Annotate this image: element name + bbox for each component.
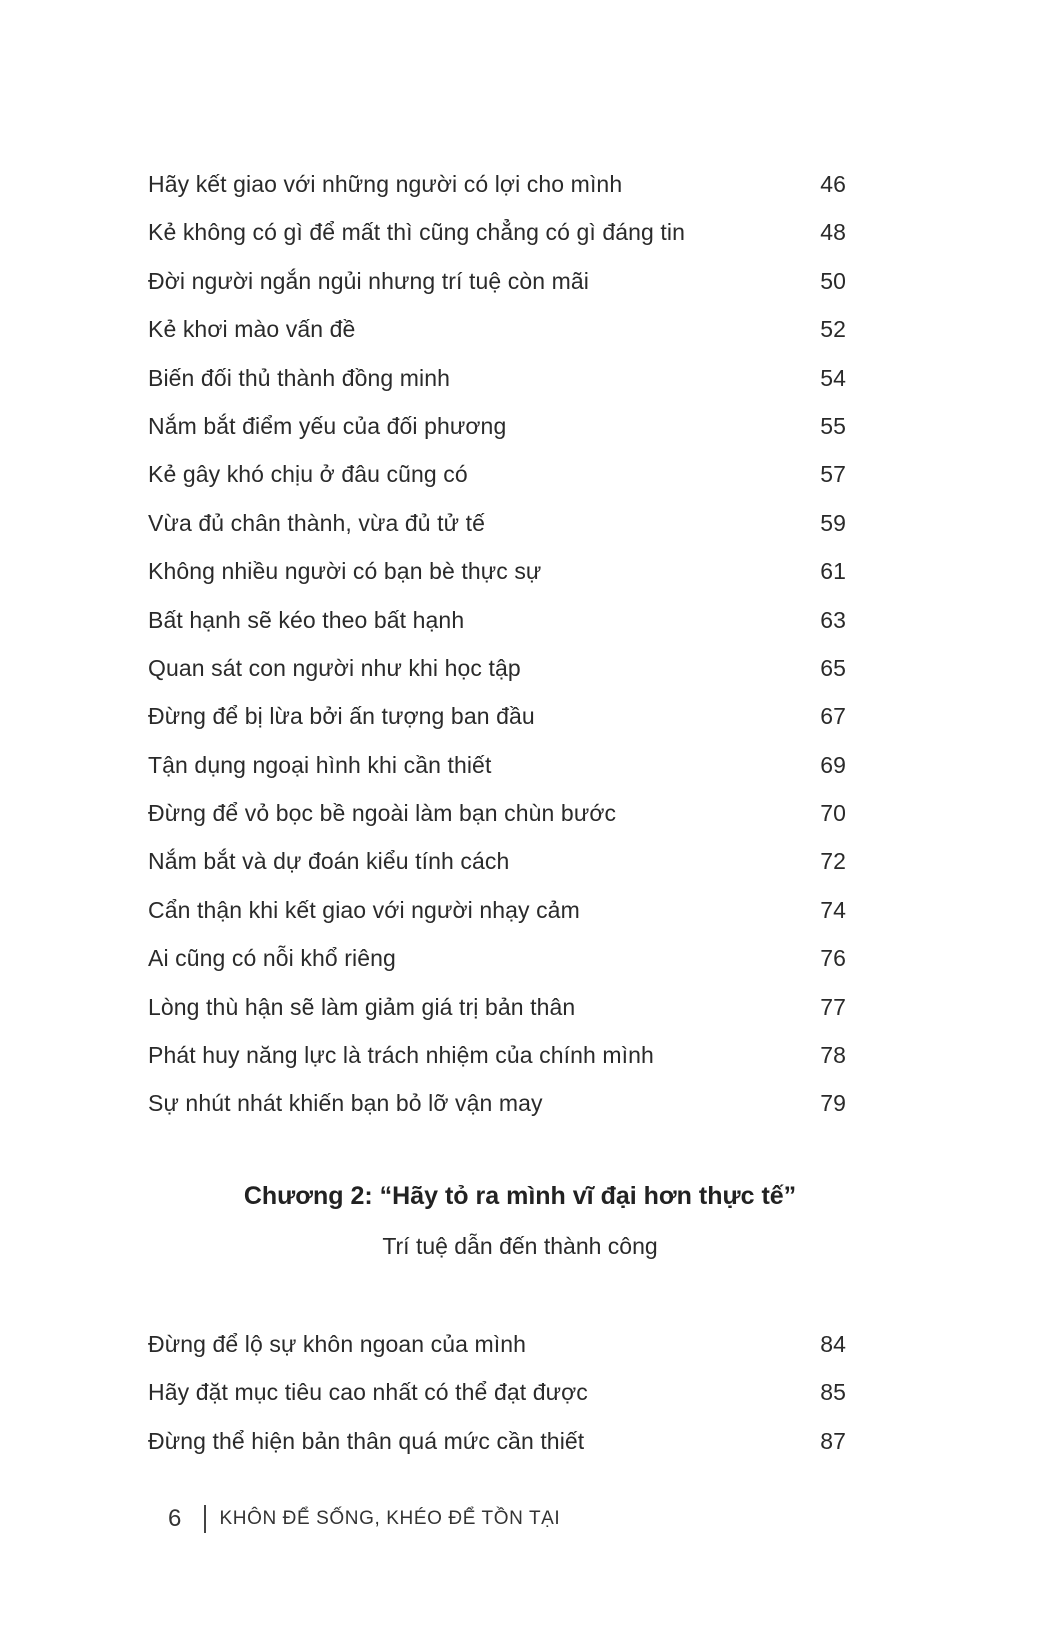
- toc-entry: [148, 499, 846, 547]
- chapter-heading: [0, 1176, 1040, 1264]
- toc-entry-title: Cẩn thận khi kết giao với người nhạy cảm: [148, 896, 580, 923]
- toc-entry: [148, 208, 846, 256]
- toc-entry-page-number: 65: [820, 654, 846, 681]
- toc-entry-page-number: 84: [820, 1331, 846, 1357]
- toc-entry-title: Sự nhút nhát khiến bạn bỏ lỡ vận may: [148, 1090, 543, 1117]
- toc-entry-title: Bất hạnh sẽ kéo theo bất hạnh: [148, 606, 465, 633]
- toc-entry: [148, 741, 846, 789]
- toc-entry-title: Phát huy năng lực là trách nhiệm của chính mình: [148, 1042, 654, 1069]
- toc-entry-page-number: 48: [820, 219, 846, 246]
- page-number: 6: [168, 1505, 182, 1532]
- toc-entry: [148, 160, 846, 208]
- chapter-subtitle: Trí tuệ dẫn đến thành công: [382, 1233, 658, 1259]
- toc-entry-title: Đừng thể hiện bản thân quá mức cần thiết: [148, 1427, 585, 1454]
- toc-entry-page-number: 69: [820, 751, 846, 778]
- toc-list-section-1: [148, 160, 846, 1128]
- toc-entry: [148, 983, 846, 1031]
- toc-entry-page-number: 52: [820, 316, 846, 343]
- toc-entry-title: Kẻ gây khó chịu ở đâu cũng có: [148, 461, 468, 488]
- chapter-title: Chương 2: “Hãy tỏ ra mình vĩ đại hơn thực tế”: [243, 1182, 797, 1210]
- toc-entry-title: Đời người ngắn ngủi nhưng trí tuệ còn mãi: [148, 267, 589, 294]
- toc-entry-title: Biến đối thủ thành đồng minh: [148, 364, 451, 391]
- toc-entry-page-number: 54: [820, 364, 846, 391]
- toc-entry: [148, 402, 846, 450]
- toc-entry-page-number: 70: [820, 800, 846, 827]
- toc-entry: [148, 354, 846, 402]
- footer-divider: [204, 1505, 206, 1533]
- toc-entry: [148, 305, 846, 353]
- toc-entry-title: Tận dụng ngoại hình khi cần thiết: [148, 751, 492, 778]
- toc-entry: [148, 1417, 846, 1465]
- toc-entry: [148, 257, 846, 305]
- toc-entry-title: Đừng để vỏ bọc bề ngoài làm bạn chùn bước: [148, 800, 617, 827]
- toc-entry: [148, 692, 846, 740]
- toc-entry-title: Vừa đủ chân thành, vừa đủ tử tế: [148, 509, 486, 536]
- toc-entry-page-number: 57: [820, 461, 846, 488]
- toc-entry-title: Nắm bắt điểm yếu của đối phương: [148, 412, 507, 439]
- toc-entry: [148, 934, 846, 982]
- toc-entry-page-number: 46: [820, 171, 846, 197]
- toc-entry-page-number: 55: [820, 412, 846, 439]
- toc-entry-page-number: 87: [820, 1427, 846, 1454]
- toc-entry-title: Hãy đặt mục tiêu cao nhất có thể đạt được: [148, 1379, 588, 1406]
- toc-entry-page-number: 74: [820, 896, 846, 923]
- toc-entry-page-number: 67: [820, 703, 846, 730]
- toc-entry: [148, 837, 846, 885]
- toc-entry: [148, 450, 846, 498]
- toc-entry-title: Kẻ khơi mào vấn đề: [148, 316, 356, 343]
- toc-entry-page-number: 77: [820, 993, 846, 1020]
- toc-entry-title: Lòng thù hận sẽ làm giảm giá trị bản thân: [148, 993, 576, 1020]
- toc-entry: [148, 1368, 846, 1416]
- running-book-title: KHÔN ĐỂ SỐNG, KHÉO ĐỂ TỒN TẠI: [219, 1508, 561, 1529]
- toc-entry-title: Ai cũng có nỗi khổ riêng: [148, 945, 396, 972]
- toc-entry-title: Hãy kết giao với những người có lợi cho mình: [148, 171, 623, 197]
- toc-entry-title: Quan sát con người như khi học tập: [148, 654, 521, 681]
- toc-entry-page-number: 85: [820, 1379, 846, 1406]
- toc-entry: [148, 1079, 846, 1127]
- toc-entry-page-number: 63: [820, 606, 846, 633]
- toc-entry-page-number: 78: [820, 1042, 846, 1069]
- toc-entry: [148, 547, 846, 595]
- toc-entry-title: Đừng để bị lừa bởi ấn tượng ban đầu: [148, 703, 535, 730]
- toc-entry: [148, 596, 846, 644]
- toc-entry-page-number: 79: [820, 1090, 846, 1117]
- toc-entry-title: Đừng để lộ sự khôn ngoan của mình: [148, 1331, 527, 1357]
- toc-entry-title: Kẻ không có gì để mất thì cũng chẳng có gì đáng tin: [148, 219, 686, 246]
- toc-entry-title: Không nhiều người có bạn bè thực sự: [148, 558, 542, 585]
- toc-entry-page-number: 76: [820, 945, 846, 972]
- toc-entry-page-number: 61: [820, 558, 846, 585]
- toc-entry: [148, 644, 846, 692]
- toc-entry-page-number: 50: [820, 267, 846, 294]
- toc-entry: [148, 886, 846, 934]
- toc-entry: [148, 1031, 846, 1079]
- toc-entry-page-number: 59: [820, 509, 846, 536]
- toc-list-section-2: [148, 1320, 846, 1465]
- toc-entry-title: Nắm bắt và dự đoán kiểu tính cách: [148, 848, 510, 875]
- page-footer: [168, 1502, 560, 1536]
- toc-entry: [148, 789, 846, 837]
- toc-entry: [148, 1320, 846, 1368]
- toc-entry-page-number: 72: [820, 848, 846, 875]
